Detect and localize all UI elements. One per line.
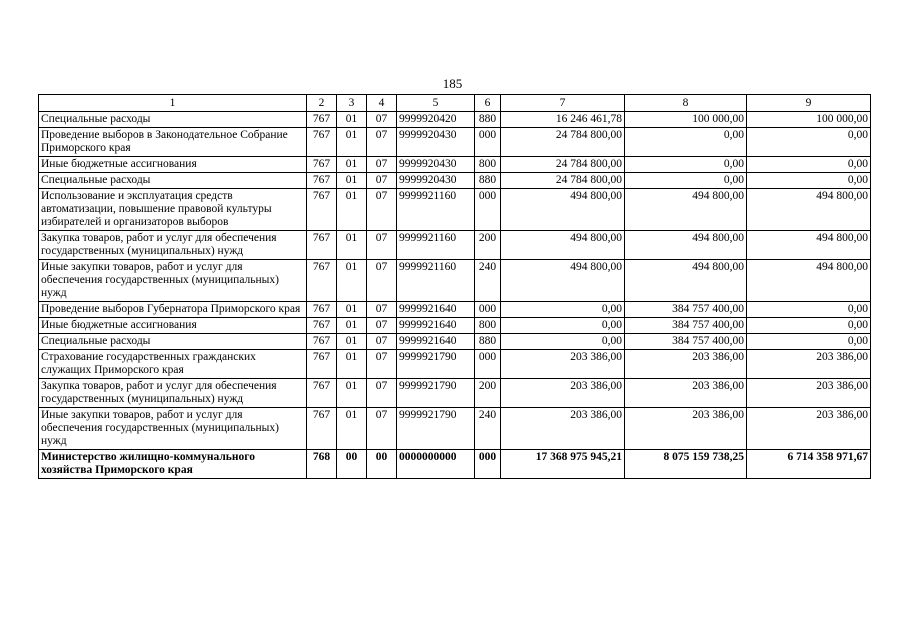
amount-col-7: 494 800,00 [501, 189, 625, 231]
target-article-code: 0000000000 [397, 450, 475, 479]
amount-col-8: 0,00 [625, 128, 747, 157]
target-article-code: 9999921160 [397, 189, 475, 231]
table-row [39, 128, 871, 157]
amount-col-9: 203 386,00 [747, 350, 871, 379]
ministry-code: 767 [307, 173, 337, 189]
expense-type-code: 880 [475, 112, 501, 128]
amount-col-7: 24 784 800,00 [501, 173, 625, 189]
subsection-code: 07 [367, 128, 397, 157]
amount-col-7: 24 784 800,00 [501, 157, 625, 173]
amount-col-9: 494 800,00 [747, 189, 871, 231]
subsection-code: 00 [367, 450, 397, 479]
amount-col-9: 0,00 [747, 173, 871, 189]
amount-col-8: 384 757 400,00 [625, 302, 747, 318]
amount-col-8: 0,00 [625, 173, 747, 189]
column-header: 5 [397, 95, 475, 112]
ministry-code: 767 [307, 112, 337, 128]
amount-col-8: 0,00 [625, 157, 747, 173]
amount-col-8: 494 800,00 [625, 231, 747, 260]
subsection-code: 07 [367, 379, 397, 408]
expense-type-code: 000 [475, 350, 501, 379]
target-article-code: 9999920420 [397, 112, 475, 128]
subsection-code: 07 [367, 334, 397, 350]
table-row [39, 112, 871, 128]
amount-col-9: 0,00 [747, 318, 871, 334]
table-row [39, 189, 871, 231]
amount-col-8: 494 800,00 [625, 260, 747, 302]
expense-type-code: 240 [475, 408, 501, 450]
table-row [39, 260, 871, 302]
item-name: Использование и эксплуатация средств автоматизации, повышение правовой культуры избирателей и организаторов выборов [39, 189, 307, 231]
item-name: Проведение выборов в Законодательное Собрание Приморского края [39, 128, 307, 157]
amount-col-7: 24 784 800,00 [501, 128, 625, 157]
section-code: 00 [337, 450, 367, 479]
subsection-code: 07 [367, 260, 397, 302]
section-code: 01 [337, 302, 367, 318]
total-row [39, 450, 871, 479]
table-row [39, 350, 871, 379]
expense-type-code: 000 [475, 450, 501, 479]
amount-col-9: 0,00 [747, 157, 871, 173]
column-header: 8 [625, 95, 747, 112]
subsection-code: 07 [367, 157, 397, 173]
item-name: Иные закупки товаров, работ и услуг для обеспечения государственных (муниципальных) нужд [39, 408, 307, 450]
target-article-code: 9999921640 [397, 302, 475, 318]
section-code: 01 [337, 318, 367, 334]
amount-col-7: 0,00 [501, 334, 625, 350]
amount-col-9: 494 800,00 [747, 231, 871, 260]
ministry-code: 768 [307, 450, 337, 479]
expense-type-code: 200 [475, 231, 501, 260]
subsection-code: 07 [367, 112, 397, 128]
column-header: 7 [501, 95, 625, 112]
expense-type-code: 880 [475, 173, 501, 189]
table-row [39, 157, 871, 173]
expense-type-code: 000 [475, 128, 501, 157]
column-header: 2 [307, 95, 337, 112]
column-header: 9 [747, 95, 871, 112]
amount-col-9: 494 800,00 [747, 260, 871, 302]
section-code: 01 [337, 128, 367, 157]
section-code: 01 [337, 379, 367, 408]
ministry-code: 767 [307, 334, 337, 350]
section-code: 01 [337, 350, 367, 379]
amount-col-9: 0,00 [747, 302, 871, 318]
amount-col-7: 203 386,00 [501, 350, 625, 379]
amount-col-7: 203 386,00 [501, 408, 625, 450]
target-article-code: 9999921790 [397, 379, 475, 408]
section-code: 01 [337, 231, 367, 260]
amount-col-8: 203 386,00 [625, 350, 747, 379]
amount-col-8: 384 757 400,00 [625, 334, 747, 350]
amount-col-8: 8 075 159 738,25 [625, 450, 747, 479]
item-name: Иные бюджетные ассигнования [39, 318, 307, 334]
target-article-code: 9999920430 [397, 173, 475, 189]
target-article-code: 9999920430 [397, 157, 475, 173]
table-row [39, 379, 871, 408]
ministry-code: 767 [307, 157, 337, 173]
expense-type-code: 880 [475, 334, 501, 350]
section-code: 01 [337, 334, 367, 350]
subsection-code: 07 [367, 173, 397, 189]
amount-col-7: 0,00 [501, 302, 625, 318]
item-name: Закупка товаров, работ и услуг для обеспечения государственных (муниципальных) нужд [39, 231, 307, 260]
item-name: Иные закупки товаров, работ и услуг для обеспечения государственных (муниципальных) нужд [39, 260, 307, 302]
item-name: Иные бюджетные ассигнования [39, 157, 307, 173]
amount-col-7: 17 368 975 945,21 [501, 450, 625, 479]
ministry-code: 767 [307, 231, 337, 260]
expense-type-code: 000 [475, 302, 501, 318]
section-code: 01 [337, 173, 367, 189]
target-article-code: 9999920430 [397, 128, 475, 157]
subsection-code: 07 [367, 350, 397, 379]
amount-col-9: 0,00 [747, 334, 871, 350]
ministry-code: 767 [307, 128, 337, 157]
target-article-code: 9999921160 [397, 231, 475, 260]
section-code: 01 [337, 112, 367, 128]
expense-type-code: 000 [475, 189, 501, 231]
table-row [39, 302, 871, 318]
amount-col-8: 203 386,00 [625, 408, 747, 450]
item-name: Специальные расходы [39, 334, 307, 350]
ministry-code: 767 [307, 408, 337, 450]
item-name: Министерство жилищно-коммунального хозяйства Приморского края [39, 450, 307, 479]
expense-type-code: 800 [475, 318, 501, 334]
target-article-code: 9999921160 [397, 260, 475, 302]
ministry-code: 767 [307, 260, 337, 302]
target-article-code: 9999921790 [397, 408, 475, 450]
section-code: 01 [337, 189, 367, 231]
amount-col-7: 0,00 [501, 318, 625, 334]
expense-type-code: 800 [475, 157, 501, 173]
table-row [39, 231, 871, 260]
subsection-code: 07 [367, 318, 397, 334]
subsection-code: 07 [367, 302, 397, 318]
item-name: Закупка товаров, работ и услуг для обеспечения государственных (муниципальных) нужд [39, 379, 307, 408]
amount-col-9: 100 000,00 [747, 112, 871, 128]
amount-col-8: 203 386,00 [625, 379, 747, 408]
item-name: Страхование государственных гражданских служащих Приморского края [39, 350, 307, 379]
ministry-code: 767 [307, 302, 337, 318]
amount-col-9: 6 714 358 971,67 [747, 450, 871, 479]
amount-col-7: 16 246 461,78 [501, 112, 625, 128]
amount-col-9: 0,00 [747, 128, 871, 157]
amount-col-9: 203 386,00 [747, 408, 871, 450]
amount-col-8: 384 757 400,00 [625, 318, 747, 334]
column-header: 1 [39, 95, 307, 112]
target-article-code: 9999921640 [397, 318, 475, 334]
column-header: 6 [475, 95, 501, 112]
page-number: 185 [442, 76, 463, 91]
subsection-code: 07 [367, 408, 397, 450]
amount-col-9: 203 386,00 [747, 379, 871, 408]
table-row [39, 408, 871, 450]
budget-table [38, 94, 871, 479]
item-name: Специальные расходы [39, 112, 307, 128]
ministry-code: 767 [307, 379, 337, 408]
amount-col-7: 494 800,00 [501, 231, 625, 260]
table-row [39, 173, 871, 189]
item-name: Проведение выборов Губернатора Приморского края [39, 302, 307, 318]
column-header: 4 [367, 95, 397, 112]
table-row [39, 334, 871, 350]
column-header: 3 [337, 95, 367, 112]
expense-type-code: 200 [475, 379, 501, 408]
expense-type-code: 240 [475, 260, 501, 302]
target-article-code: 9999921640 [397, 334, 475, 350]
section-code: 01 [337, 260, 367, 302]
table-row [39, 318, 871, 334]
amount-col-8: 100 000,00 [625, 112, 747, 128]
ministry-code: 767 [307, 189, 337, 231]
amount-col-7: 203 386,00 [501, 379, 625, 408]
subsection-code: 07 [367, 189, 397, 231]
target-article-code: 9999921790 [397, 350, 475, 379]
amount-col-7: 494 800,00 [501, 260, 625, 302]
subsection-code: 07 [367, 231, 397, 260]
ministry-code: 767 [307, 350, 337, 379]
ministry-code: 767 [307, 318, 337, 334]
amount-col-8: 494 800,00 [625, 189, 747, 231]
section-code: 01 [337, 157, 367, 173]
header-row [39, 95, 871, 112]
item-name: Специальные расходы [39, 173, 307, 189]
section-code: 01 [337, 408, 367, 450]
